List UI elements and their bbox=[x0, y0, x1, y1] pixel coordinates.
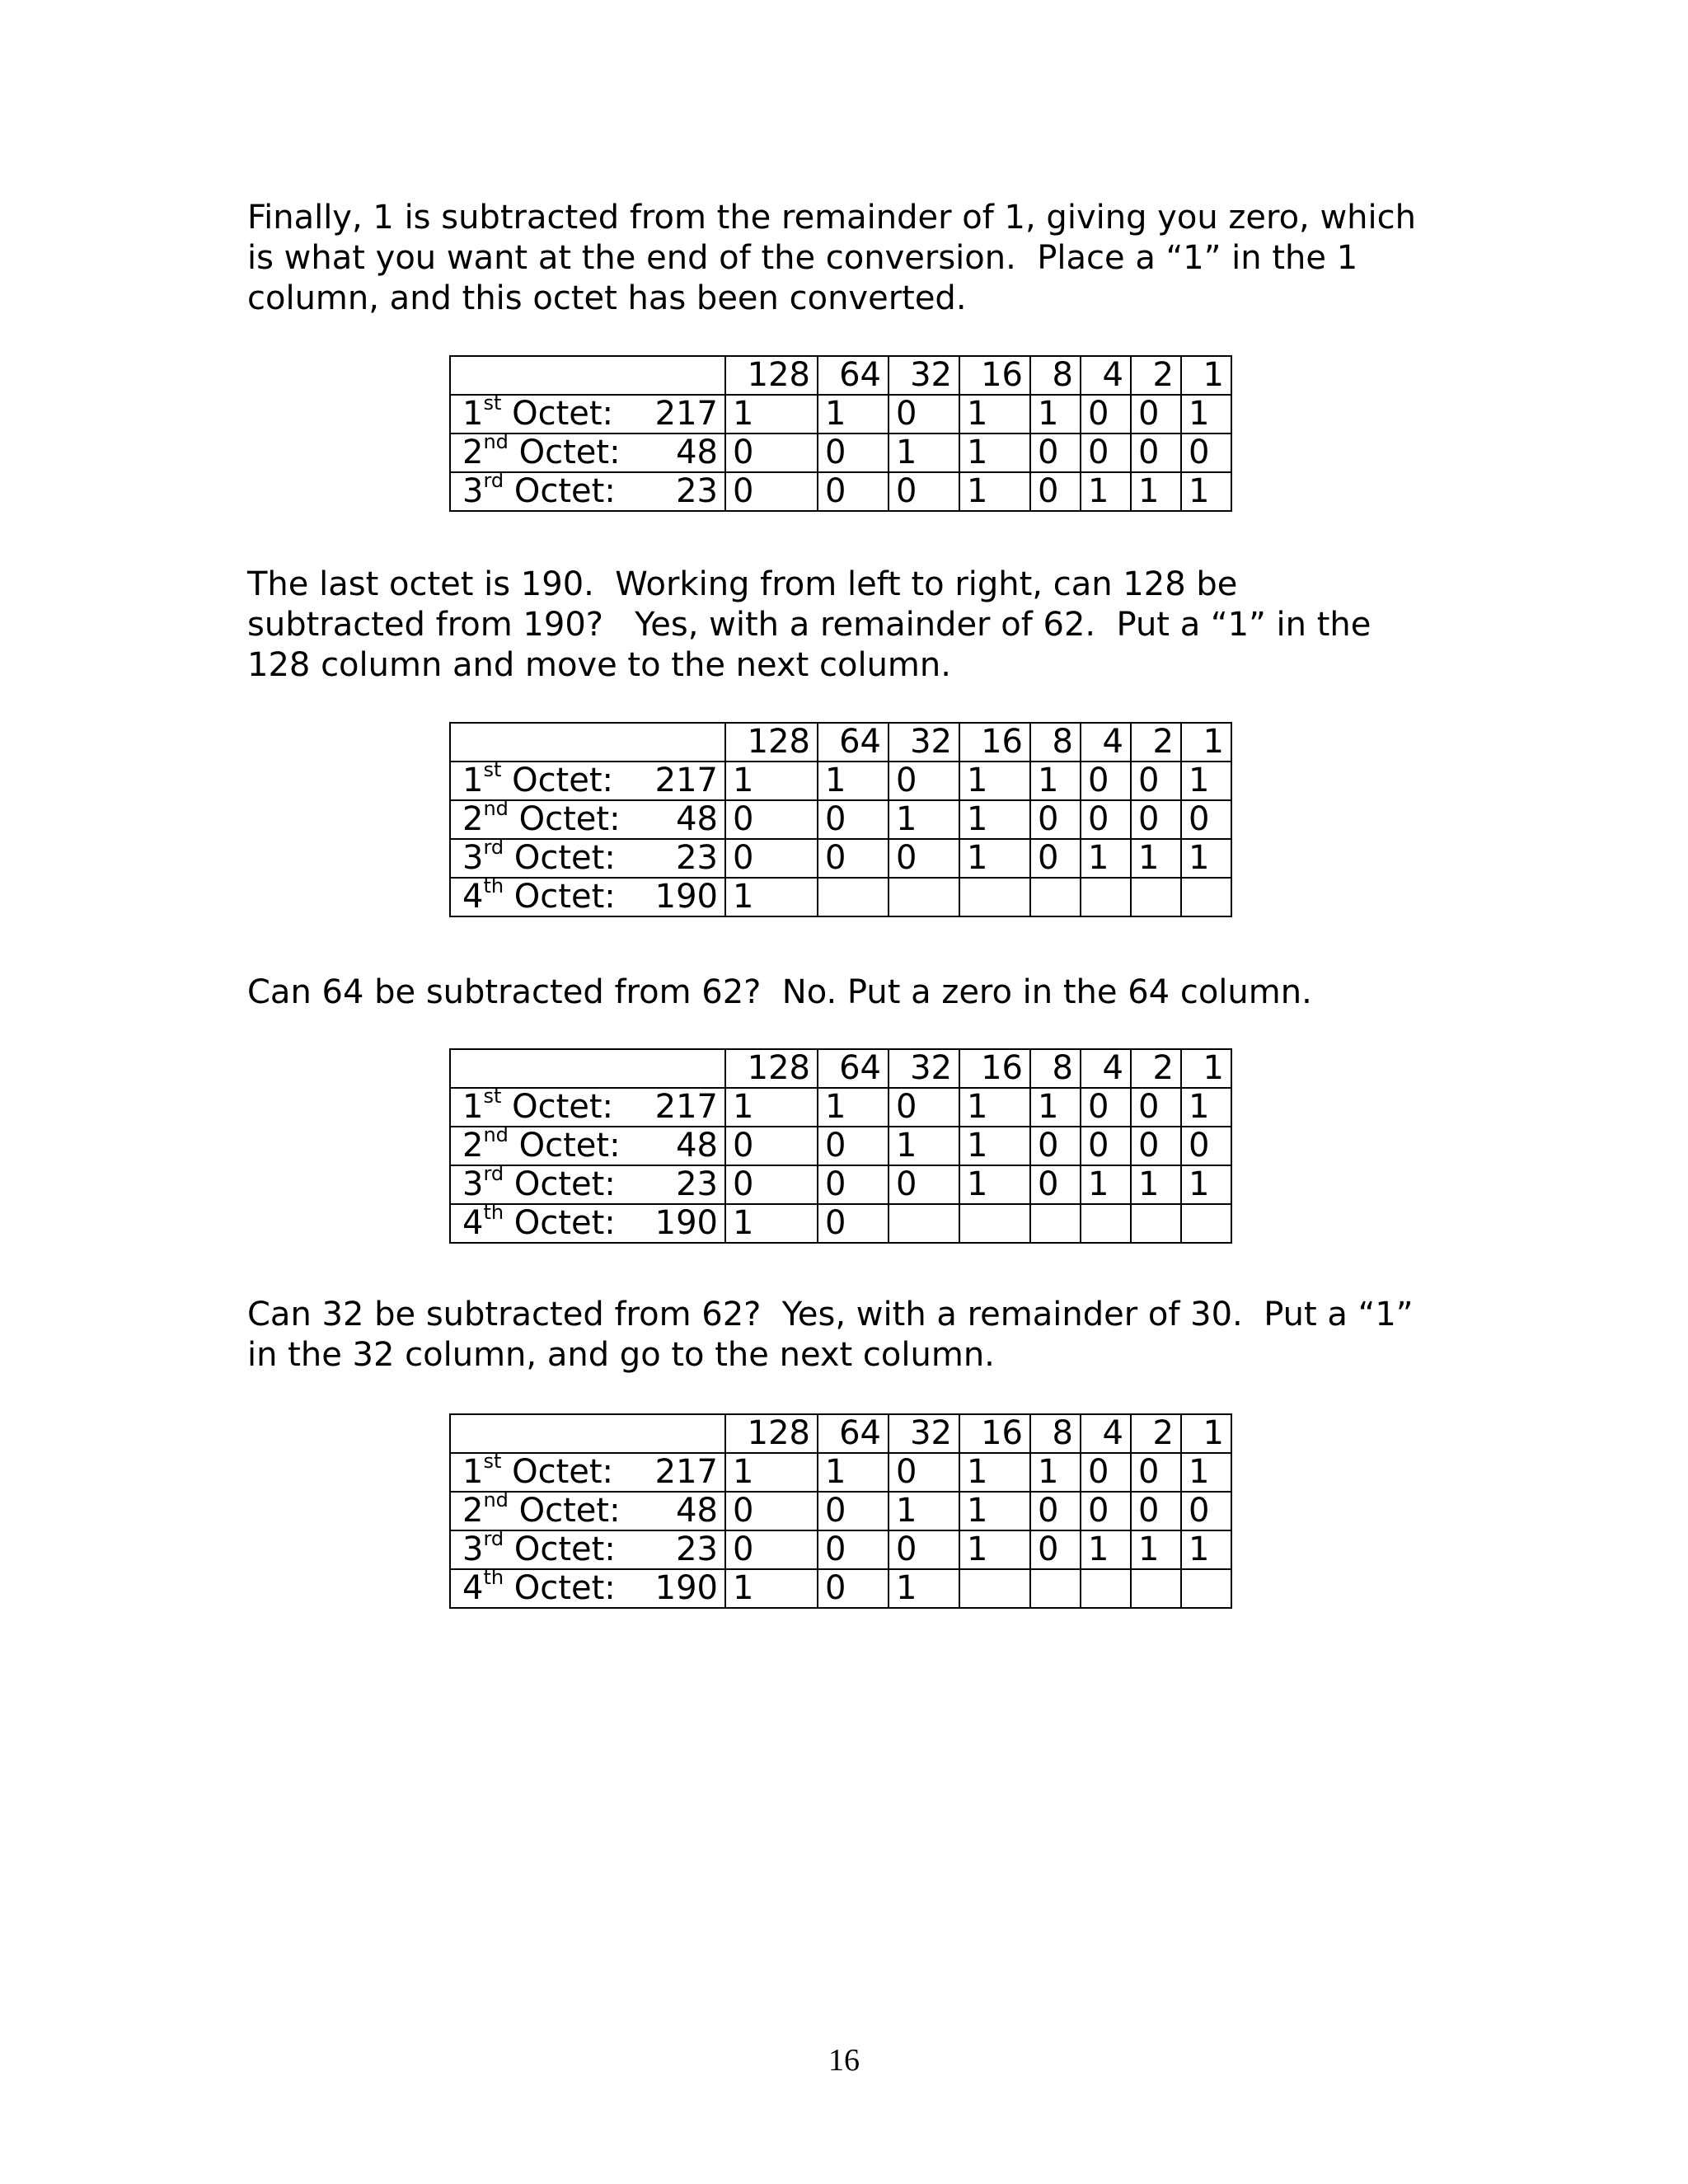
octet-value: 48 bbox=[676, 1492, 718, 1530]
column-header: 8 bbox=[1030, 1414, 1081, 1453]
bit-cell: 1 bbox=[1181, 395, 1231, 434]
bit-cell bbox=[959, 1204, 1030, 1243]
bit-cell: 0 bbox=[725, 1165, 818, 1204]
octet-table bbox=[449, 722, 1232, 917]
bit-cell: 1 bbox=[1131, 472, 1181, 511]
page-number: 16 bbox=[828, 2043, 860, 2078]
octet-value: 190 bbox=[654, 1204, 718, 1242]
bit-cell: 0 bbox=[1081, 1127, 1131, 1165]
octet-word: Octet: bbox=[512, 1453, 614, 1491]
column-header: 16 bbox=[959, 1049, 1030, 1088]
ordinal-number: 2 bbox=[462, 434, 484, 471]
bit-cell: 1 bbox=[1081, 472, 1131, 511]
ordinal-number: 1 bbox=[462, 395, 484, 433]
row-label bbox=[450, 835, 725, 878]
column-header: 1 bbox=[1181, 1049, 1231, 1088]
column-header: 32 bbox=[889, 356, 959, 395]
ordinal-number: 3 bbox=[462, 472, 484, 510]
bit-cell: 0 bbox=[1181, 1127, 1231, 1165]
bit-cell bbox=[1081, 1569, 1131, 1608]
octet-value: 217 bbox=[654, 395, 718, 433]
ordinal-suffix: nd bbox=[483, 796, 509, 820]
bit-cell: 0 bbox=[818, 434, 889, 472]
bit-cell: 1 bbox=[818, 1453, 889, 1492]
bit-cell: 1 bbox=[889, 1569, 959, 1608]
column-header: 64 bbox=[818, 723, 889, 762]
ordinal-number: 3 bbox=[462, 1165, 484, 1203]
octet-word: Octet: bbox=[513, 1204, 616, 1242]
bit-cell: 0 bbox=[1181, 1492, 1231, 1530]
bit-cell: 1 bbox=[959, 1088, 1030, 1127]
column-header: 1 bbox=[1181, 1414, 1231, 1453]
row-label bbox=[450, 1084, 725, 1127]
column-header: 2 bbox=[1131, 1414, 1181, 1453]
bit-cell: 1 bbox=[1131, 1530, 1181, 1569]
bit-cell: 0 bbox=[1030, 800, 1081, 839]
ordinal-number: 4 bbox=[462, 1569, 484, 1607]
row-label bbox=[450, 874, 725, 916]
octet-value: 217 bbox=[654, 1453, 718, 1491]
column-header: 128 bbox=[725, 356, 818, 395]
column-header: 8 bbox=[1030, 1049, 1081, 1088]
octet-row bbox=[450, 434, 1231, 472]
ordinal-suffix: st bbox=[483, 391, 502, 415]
octet-word: Octet: bbox=[518, 1127, 621, 1165]
octet-word: Octet: bbox=[513, 878, 616, 916]
bit-cell: 0 bbox=[725, 800, 818, 839]
bit-cell bbox=[1131, 1569, 1181, 1608]
octet-word: Octet: bbox=[513, 839, 616, 877]
octet-value: 48 bbox=[676, 800, 718, 838]
bit-cell: 0 bbox=[818, 1530, 889, 1569]
text-line: The last octet is 190. Working from left to right, can 128 be bbox=[247, 565, 1238, 603]
octet-row bbox=[450, 1530, 1231, 1569]
bit-cell: 1 bbox=[959, 1127, 1030, 1165]
octet-value: 48 bbox=[676, 434, 718, 471]
bit-cell: 0 bbox=[818, 800, 889, 839]
header-row bbox=[450, 723, 1231, 762]
text-line: Can 64 be subtracted from 62? No. Put a zero in the 64 column. bbox=[247, 973, 1312, 1011]
octet-word: Octet: bbox=[513, 472, 616, 510]
octet-row bbox=[450, 878, 1231, 916]
octet-word: Octet: bbox=[512, 1088, 614, 1126]
bit-cell: 1 bbox=[1131, 1165, 1181, 1204]
bit-cell: 0 bbox=[725, 1127, 818, 1165]
bit-cell: 0 bbox=[1081, 1453, 1131, 1492]
bit-cell bbox=[889, 1204, 959, 1243]
bit-cell: 1 bbox=[1030, 762, 1081, 800]
column-header: 128 bbox=[725, 723, 818, 762]
octet-table bbox=[449, 355, 1232, 512]
bit-cell: 1 bbox=[959, 472, 1030, 511]
bit-cell: 0 bbox=[818, 1569, 889, 1608]
bit-cell bbox=[1030, 1204, 1081, 1243]
bit-cell: 1 bbox=[959, 1453, 1030, 1492]
row-label bbox=[450, 1161, 725, 1204]
text-line: subtracted from 190? Yes, with a remainder of 62. Put a “1” in the bbox=[247, 606, 1372, 644]
text-line: column, and this octet has been converted. bbox=[247, 279, 967, 317]
bit-cell: 0 bbox=[818, 472, 889, 511]
bit-cell: 1 bbox=[1131, 839, 1181, 878]
paragraph-last-bit-of-third-octet bbox=[247, 198, 1451, 319]
octet-word: Octet: bbox=[512, 762, 614, 799]
octet-row bbox=[450, 1492, 1231, 1530]
bit-cell: 1 bbox=[959, 434, 1030, 472]
bit-cell: 1 bbox=[959, 800, 1030, 839]
row-label bbox=[450, 1526, 725, 1569]
ordinal-suffix: rd bbox=[483, 1526, 504, 1550]
bit-cell: 0 bbox=[1131, 434, 1181, 472]
bit-cell: 1 bbox=[725, 1204, 818, 1243]
bit-cell: 0 bbox=[1081, 434, 1131, 472]
octet-value: 48 bbox=[676, 1127, 718, 1165]
bit-cell bbox=[1030, 1569, 1081, 1608]
bit-cell bbox=[1181, 878, 1231, 916]
column-header: 8 bbox=[1030, 356, 1081, 395]
ordinal-suffix: nd bbox=[483, 429, 509, 453]
bit-cell: 0 bbox=[725, 1530, 818, 1569]
bit-cell: 0 bbox=[1131, 1088, 1181, 1127]
bit-cell: 0 bbox=[889, 1453, 959, 1492]
header-row bbox=[450, 356, 1231, 395]
octet-value: 190 bbox=[654, 1569, 718, 1607]
row-label bbox=[450, 796, 725, 839]
row-label bbox=[450, 1449, 725, 1492]
bit-cell: 0 bbox=[1131, 1453, 1181, 1492]
bit-cell: 1 bbox=[1030, 1088, 1081, 1127]
ordinal-suffix: rd bbox=[483, 1161, 504, 1185]
bit-cell: 0 bbox=[818, 1165, 889, 1204]
octet-value: 23 bbox=[676, 839, 718, 877]
ordinal-suffix: th bbox=[483, 1200, 504, 1224]
octet-word: Octet: bbox=[513, 1165, 616, 1203]
ordinal-number: 4 bbox=[462, 1204, 484, 1242]
row-label bbox=[450, 1200, 725, 1243]
ordinal-suffix: th bbox=[483, 874, 504, 898]
octet-value: 23 bbox=[676, 1530, 718, 1568]
bit-cell: 0 bbox=[1030, 1165, 1081, 1204]
bit-cell: 1 bbox=[959, 762, 1030, 800]
corner-cell bbox=[450, 1414, 725, 1453]
bit-cell: 0 bbox=[1081, 762, 1131, 800]
bit-cell: 0 bbox=[725, 1492, 818, 1530]
bit-cell: 0 bbox=[889, 1088, 959, 1127]
corner-cell bbox=[450, 723, 725, 762]
column-header: 8 bbox=[1030, 723, 1081, 762]
bit-cell: 0 bbox=[818, 1492, 889, 1530]
octet-row bbox=[450, 1569, 1231, 1608]
bit-cell: 1 bbox=[889, 800, 959, 839]
bit-cell bbox=[959, 1569, 1030, 1608]
bit-cell: 0 bbox=[725, 839, 818, 878]
bit-cell: 1 bbox=[818, 395, 889, 434]
bit-cell: 0 bbox=[1081, 1492, 1131, 1530]
octet-word: Octet: bbox=[513, 1530, 616, 1568]
ordinal-suffix: th bbox=[483, 1565, 504, 1589]
bit-cell: 0 bbox=[725, 472, 818, 511]
octet-value: 190 bbox=[654, 878, 718, 916]
text-line: Can 32 be subtracted from 62? Yes, with a remainder of 30. Put a “1” bbox=[247, 1296, 1414, 1333]
octet-word: Octet: bbox=[512, 395, 614, 433]
bit-cell: 1 bbox=[725, 878, 818, 916]
ordinal-suffix: st bbox=[483, 1449, 502, 1473]
bit-cell: 0 bbox=[1030, 472, 1081, 511]
row-label bbox=[450, 1122, 725, 1165]
bit-cell: 0 bbox=[1030, 1492, 1081, 1530]
ordinal-suffix: st bbox=[483, 757, 502, 781]
row-label bbox=[450, 757, 725, 800]
octet-row bbox=[450, 762, 1231, 800]
bit-cell: 1 bbox=[959, 1492, 1030, 1530]
bit-cell: 1 bbox=[1081, 839, 1131, 878]
bit-cell: 1 bbox=[1181, 1530, 1231, 1569]
octet-row bbox=[450, 839, 1231, 878]
octet-value: 23 bbox=[676, 472, 718, 510]
bit-cell: 1 bbox=[1030, 1453, 1081, 1492]
bit-cell: 0 bbox=[818, 839, 889, 878]
column-header: 128 bbox=[725, 1414, 818, 1453]
ordinal-number: 1 bbox=[462, 1453, 484, 1491]
bit-cell bbox=[1131, 878, 1181, 916]
text-line: is what you want at the end of the conversion. Place a “1” in the 1 bbox=[247, 239, 1358, 277]
text-line: 128 column and move to the next column. bbox=[247, 646, 951, 684]
bit-cell: 1 bbox=[959, 1530, 1030, 1569]
ordinal-number: 2 bbox=[462, 800, 484, 838]
bit-cell: 1 bbox=[959, 1165, 1030, 1204]
bit-cell: 0 bbox=[1030, 1127, 1081, 1165]
bit-cell: 1 bbox=[959, 395, 1030, 434]
octet-row bbox=[450, 472, 1231, 511]
bit-cell: 1 bbox=[818, 1088, 889, 1127]
bit-cell: 0 bbox=[1131, 1492, 1181, 1530]
octet-row bbox=[450, 1453, 1231, 1492]
row-label bbox=[450, 468, 725, 511]
column-header: 64 bbox=[818, 356, 889, 395]
bit-cell: 0 bbox=[1181, 434, 1231, 472]
octet-word: Octet: bbox=[518, 1492, 621, 1530]
column-header: 2 bbox=[1131, 1049, 1181, 1088]
octet-row bbox=[450, 1127, 1231, 1165]
column-header: 64 bbox=[818, 1049, 889, 1088]
bit-cell bbox=[959, 878, 1030, 916]
ordinal-number: 1 bbox=[462, 1088, 484, 1126]
bit-cell: 1 bbox=[1181, 839, 1231, 878]
bit-cell: 1 bbox=[889, 1127, 959, 1165]
column-header: 16 bbox=[959, 1414, 1030, 1453]
octet-row bbox=[450, 1204, 1231, 1243]
bit-cell: 0 bbox=[1081, 395, 1131, 434]
column-header: 2 bbox=[1131, 723, 1181, 762]
bit-cell: 1 bbox=[959, 839, 1030, 878]
bit-cell: 1 bbox=[1030, 395, 1081, 434]
paragraph-fourth-octet-intro bbox=[247, 565, 1451, 686]
ordinal-number: 4 bbox=[462, 878, 484, 916]
bit-cell: 1 bbox=[725, 1088, 818, 1127]
octet-word: Octet: bbox=[518, 434, 621, 471]
column-header: 128 bbox=[725, 1049, 818, 1088]
octet-value: 23 bbox=[676, 1165, 718, 1203]
bit-cell: 0 bbox=[889, 839, 959, 878]
bit-cell: 1 bbox=[725, 762, 818, 800]
bit-cell: 0 bbox=[889, 472, 959, 511]
bit-cell bbox=[1081, 1204, 1131, 1243]
bit-cell: 1 bbox=[1181, 1088, 1231, 1127]
bit-cell: 0 bbox=[889, 395, 959, 434]
bit-cell: 1 bbox=[889, 434, 959, 472]
bit-cell bbox=[1131, 1204, 1181, 1243]
bit-cell bbox=[1081, 878, 1131, 916]
text-line: in the 32 column, and go to the next column. bbox=[247, 1336, 995, 1374]
octet-value: 217 bbox=[654, 762, 718, 799]
octet-row bbox=[450, 1088, 1231, 1127]
octet-table bbox=[449, 1413, 1232, 1609]
ordinal-number: 1 bbox=[462, 762, 484, 799]
header-row bbox=[450, 1049, 1231, 1088]
column-header: 2 bbox=[1131, 356, 1181, 395]
row-label bbox=[450, 391, 725, 434]
bit-cell: 0 bbox=[1181, 800, 1231, 839]
bit-cell: 1 bbox=[1181, 762, 1231, 800]
column-header: 64 bbox=[818, 1414, 889, 1453]
ordinal-number: 3 bbox=[462, 1530, 484, 1568]
paragraph-64-column bbox=[247, 972, 1451, 1013]
column-header: 16 bbox=[959, 723, 1030, 762]
bit-cell: 1 bbox=[889, 1492, 959, 1530]
bit-cell: 0 bbox=[1081, 800, 1131, 839]
column-header: 1 bbox=[1181, 356, 1231, 395]
corner-cell bbox=[450, 1049, 725, 1088]
bit-cell bbox=[889, 878, 959, 916]
octet-row bbox=[450, 395, 1231, 434]
bit-cell: 0 bbox=[1131, 395, 1181, 434]
bit-cell: 0 bbox=[1131, 1127, 1181, 1165]
octet-row bbox=[450, 800, 1231, 839]
row-label bbox=[450, 1565, 725, 1608]
paragraph-32-column bbox=[247, 1295, 1451, 1376]
ordinal-suffix: st bbox=[483, 1084, 502, 1108]
octet-row bbox=[450, 1165, 1231, 1204]
octet-table bbox=[449, 1048, 1232, 1244]
bit-cell: 0 bbox=[889, 1530, 959, 1569]
column-header: 4 bbox=[1081, 723, 1131, 762]
bit-cell: 0 bbox=[1081, 1088, 1131, 1127]
bit-cell: 1 bbox=[1181, 472, 1231, 511]
ordinal-number: 3 bbox=[462, 839, 484, 877]
bit-cell: 0 bbox=[1030, 1530, 1081, 1569]
ordinal-suffix: rd bbox=[483, 468, 504, 492]
bit-cell: 0 bbox=[1131, 762, 1181, 800]
bit-cell bbox=[1030, 878, 1081, 916]
octet-word: Octet: bbox=[518, 800, 621, 838]
bit-cell: 1 bbox=[1181, 1453, 1231, 1492]
bit-cell bbox=[818, 878, 889, 916]
bit-cell: 1 bbox=[725, 1453, 818, 1492]
bit-cell: 0 bbox=[818, 1204, 889, 1243]
column-header: 32 bbox=[889, 1049, 959, 1088]
bit-cell: 1 bbox=[725, 1569, 818, 1608]
bit-cell: 0 bbox=[889, 1165, 959, 1204]
bit-cell: 0 bbox=[818, 1127, 889, 1165]
bit-cell: 0 bbox=[1131, 800, 1181, 839]
column-header: 4 bbox=[1081, 356, 1131, 395]
octet-value: 217 bbox=[654, 1088, 718, 1126]
column-header: 32 bbox=[889, 723, 959, 762]
ordinal-number: 2 bbox=[462, 1492, 484, 1530]
column-header: 32 bbox=[889, 1414, 959, 1453]
bit-cell: 0 bbox=[889, 762, 959, 800]
column-header: 1 bbox=[1181, 723, 1231, 762]
text-line: Finally, 1 is subtracted from the remainder of 1, giving you zero, which bbox=[247, 199, 1416, 237]
ordinal-suffix: nd bbox=[483, 1122, 509, 1146]
header-row bbox=[450, 1414, 1231, 1453]
octet-word: Octet: bbox=[513, 1569, 616, 1607]
row-label bbox=[450, 429, 725, 472]
column-header: 4 bbox=[1081, 1414, 1131, 1453]
ordinal-suffix: nd bbox=[483, 1488, 509, 1511]
ordinal-suffix: rd bbox=[483, 835, 504, 859]
bit-cell: 0 bbox=[1030, 434, 1081, 472]
bit-cell: 1 bbox=[725, 395, 818, 434]
ordinal-number: 2 bbox=[462, 1127, 484, 1165]
bit-cell: 1 bbox=[1181, 1165, 1231, 1204]
bit-cell: 0 bbox=[1030, 839, 1081, 878]
bit-cell bbox=[1181, 1204, 1231, 1243]
corner-cell bbox=[450, 356, 725, 395]
bit-cell: 1 bbox=[1081, 1165, 1131, 1204]
bit-cell: 1 bbox=[818, 762, 889, 800]
bit-cell: 0 bbox=[725, 434, 818, 472]
bit-cell bbox=[1181, 1569, 1231, 1608]
bit-cell: 1 bbox=[1081, 1530, 1131, 1569]
column-header: 4 bbox=[1081, 1049, 1131, 1088]
column-header: 16 bbox=[959, 356, 1030, 395]
row-label bbox=[450, 1488, 725, 1530]
